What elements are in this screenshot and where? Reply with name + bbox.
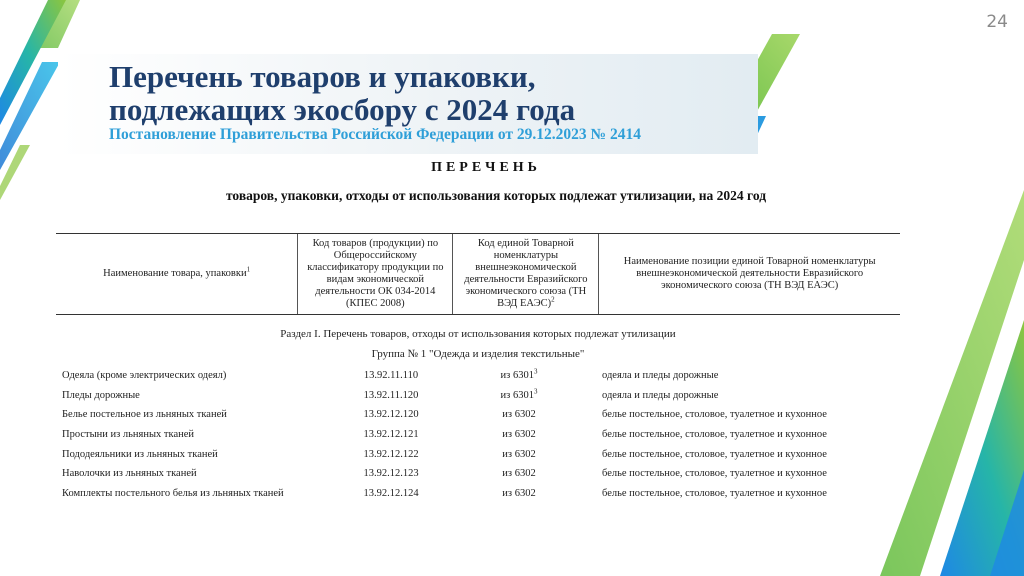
cell-desc: одеяла и пледы дорожные <box>602 389 719 401</box>
column-header-tnved-code: Код единой Товарной номенклатуры внешнеэкономической деятельности Евразийского экономического союза (ТН ВЭД ЕАЭС)$^2$ <box>453 234 599 315</box>
document-excerpt <box>56 160 906 499</box>
cell-tnved: из 6302 <box>502 487 536 499</box>
page-subtitle: Постановление Правительства Российской Федерации от 29.12.2023 № 2414 <box>109 126 641 143</box>
cell-okpd: 13.92.12.120 <box>363 409 419 421</box>
cell-desc: белье постельное, столовое, туалетное и кухонное <box>602 409 827 421</box>
page-title-line-2: подлежащих экосбору с 2024 года <box>109 92 576 127</box>
cell-okpd: 13.92.12.121 <box>363 429 419 441</box>
cell-desc: белье постельное, столовое, туалетное и кухонное <box>602 429 827 441</box>
cell-tnved: из 6302 <box>502 448 536 460</box>
table-row <box>56 464 900 484</box>
cell-okpd: 13.92.11.120 <box>363 389 419 401</box>
page-title-line-1: Перечень товаров и упаковки, <box>109 59 536 94</box>
table-row <box>56 444 900 464</box>
column-header-okpd: Код товаров (продукции) по Общероссийскому классификатору продукции по видам экономической деятельности ОК 034-2014 (КПЕС 2008) <box>298 234 453 315</box>
cell-tnved: из 6302 <box>502 468 536 480</box>
cell-tnved: из 6302 <box>502 409 536 421</box>
cell-name: Простыни из льняных тканей <box>62 429 195 441</box>
cell-name: Белье постельное из льняных тканей <box>62 409 227 421</box>
cell-name: Пододеяльники из льняных тканей <box>62 448 218 460</box>
cell-name: Комплекты постельного белья из льняных тканей <box>62 487 284 499</box>
column-header-name: Наименование товара, упаковки$^1$ <box>56 234 298 315</box>
table-row <box>56 425 900 445</box>
cell-okpd: 13.92.11.110 <box>363 370 419 382</box>
title-block <box>109 60 749 144</box>
cell-name: Наволочки из льняных тканей <box>62 468 197 480</box>
cell-tnved: из 6301$^3$ <box>500 367 538 382</box>
group-title: Группа № 1 "Одежда и изделия текстильные" <box>371 348 585 360</box>
section-title: Раздел I. Перечень товаров, отходы от использования которых подлежат утилизации <box>280 328 676 340</box>
table-header <box>56 233 900 315</box>
cell-tnved: из 6302 <box>502 429 536 441</box>
document-heading: ПЕРЕЧЕНЬ <box>431 160 541 175</box>
document-subheading: товаров, упаковки, отходы от использования которых подлежат утилизации, на 2024 год <box>225 188 767 203</box>
cell-desc: одеяла и пледы дорожные <box>602 370 719 382</box>
table-row <box>56 484 900 504</box>
cell-okpd: 13.92.12.123 <box>363 468 419 480</box>
cell-name: Одеяла (кроме электрических одеял) <box>62 370 227 382</box>
table-row <box>56 366 900 386</box>
cell-desc: белье постельное, столовое, туалетное и кухонное <box>602 468 827 480</box>
table-row <box>56 405 900 425</box>
table-row <box>56 386 900 406</box>
cell-okpd: 13.92.12.124 <box>363 487 419 499</box>
cell-desc: белье постельное, столовое, туалетное и кухонное <box>602 487 827 499</box>
cell-desc: белье постельное, столовое, туалетное и кухонное <box>602 448 827 460</box>
cell-name: Пледы дорожные <box>62 389 140 401</box>
cell-tnved: из 6301$^3$ <box>500 387 538 401</box>
column-header-tnved-name: Наименование позиции единой Товарной номенклатуры внешнеэкономической деятельности Евразийского экономического союза (ТН ВЭД ЕАЭС) <box>599 234 900 315</box>
cell-okpd: 13.92.12.122 <box>363 448 419 460</box>
page-number: 24 <box>986 12 1008 32</box>
table-body <box>56 366 900 503</box>
